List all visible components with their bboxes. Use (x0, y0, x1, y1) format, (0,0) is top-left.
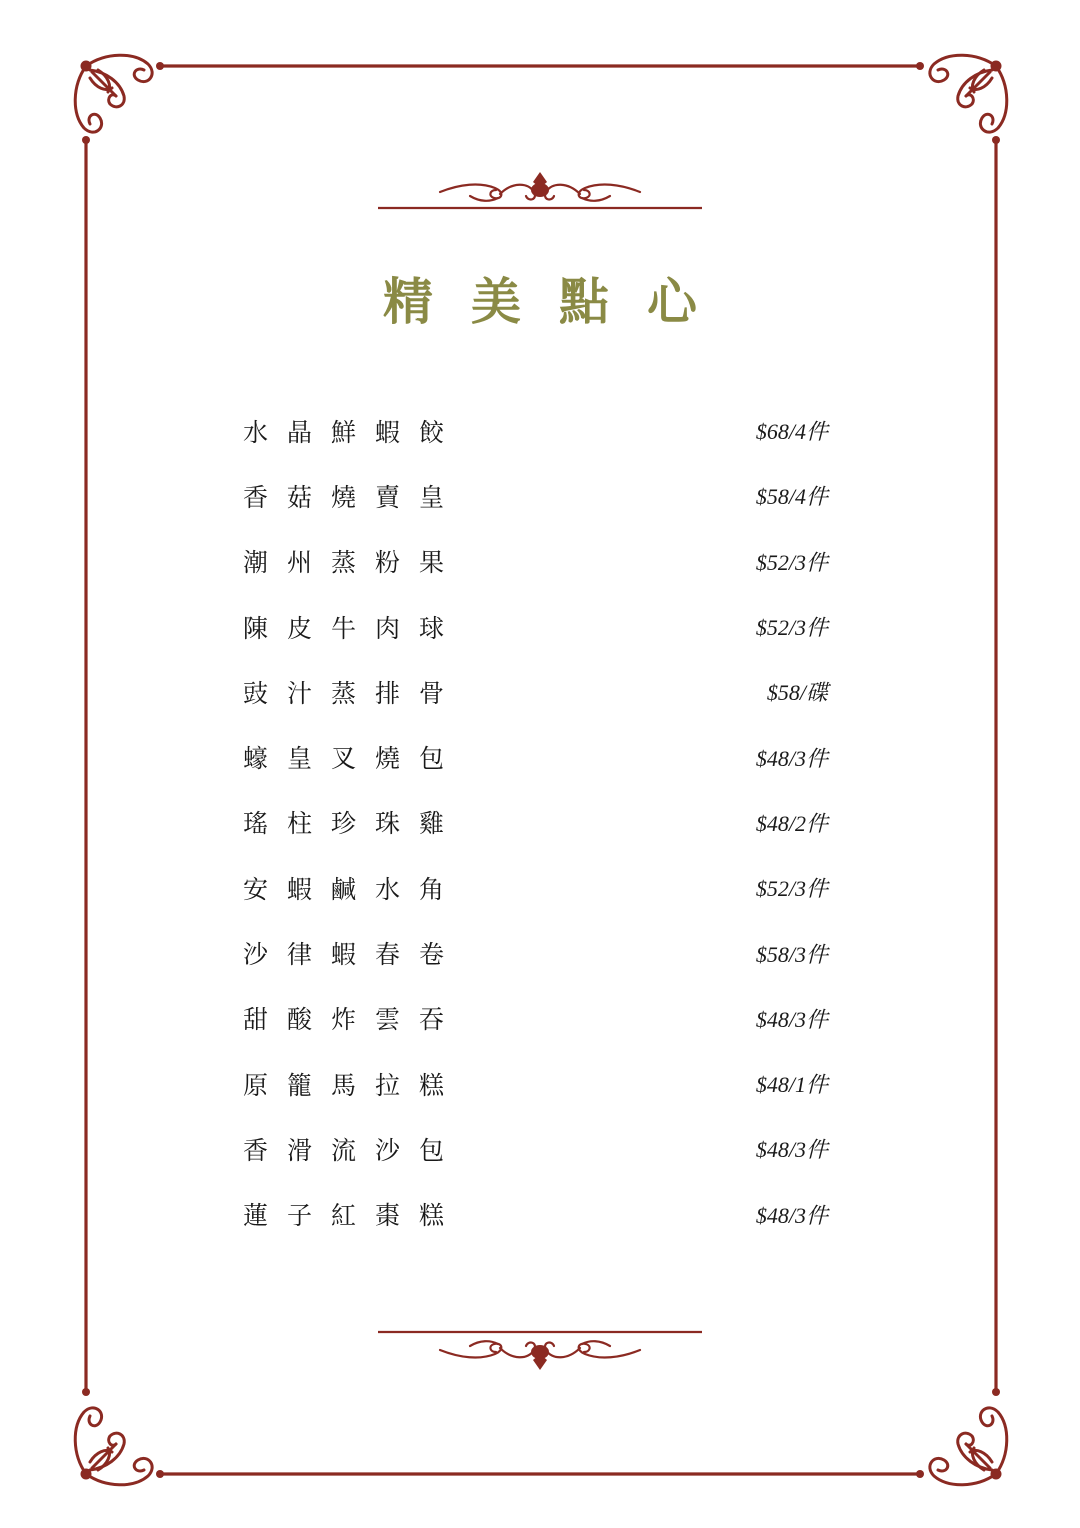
item-name: 潮州蒸粉果 (243, 548, 464, 578)
item-name: 香滑流沙包 (243, 1135, 464, 1165)
item-name: 蓮子紅棗糕 (243, 1201, 464, 1231)
item-price: $48/3件 (755, 745, 828, 771)
item-name: 蠔皇叉燒包 (243, 744, 464, 774)
menu-item (243, 594, 828, 659)
item-name: 瑤柱珍珠雞 (243, 809, 464, 839)
item-name: 原籠馬拉糕 (243, 1070, 464, 1100)
item-price: $58/碟 (766, 680, 828, 706)
menu-item (243, 724, 828, 789)
item-price: $48/1件 (755, 1072, 828, 1098)
menu-item (243, 986, 828, 1051)
item-price: $48/3件 (755, 1202, 828, 1228)
menu-item (243, 1051, 828, 1116)
item-price: $48/3件 (755, 1006, 828, 1032)
item-name: 安蝦鹹水角 (243, 874, 464, 904)
item-price: $52/3件 (755, 615, 828, 641)
menu-item (243, 398, 828, 463)
item-price: $52/3件 (755, 876, 828, 902)
item-price: $48/3件 (755, 1137, 828, 1163)
item-name: 陳皮牛肉球 (243, 613, 464, 643)
menu-item (243, 1116, 828, 1181)
item-name: 甜酸炸雲吞 (243, 1005, 464, 1035)
menu-item (243, 1182, 828, 1247)
menu-item (243, 529, 828, 594)
menu-list (243, 398, 828, 1247)
item-name: 沙律蝦春卷 (243, 940, 464, 970)
menu-item (243, 659, 828, 724)
menu-title: 精美點心 (383, 272, 735, 331)
menu-item (243, 855, 828, 920)
item-price: $58/4件 (755, 484, 828, 510)
item-price: $58/3件 (755, 941, 828, 967)
menu-item (243, 463, 828, 528)
menu-item (243, 920, 828, 985)
item-price: $52/3件 (755, 549, 828, 575)
menu-item (243, 790, 828, 855)
item-price: $68/4件 (755, 419, 828, 445)
item-name: 香菇燒賣皇 (243, 482, 464, 512)
item-name: 豉汁蒸排骨 (243, 678, 464, 708)
item-price: $48/2件 (755, 810, 828, 836)
item-name: 水晶鮮蝦餃 (243, 417, 464, 447)
